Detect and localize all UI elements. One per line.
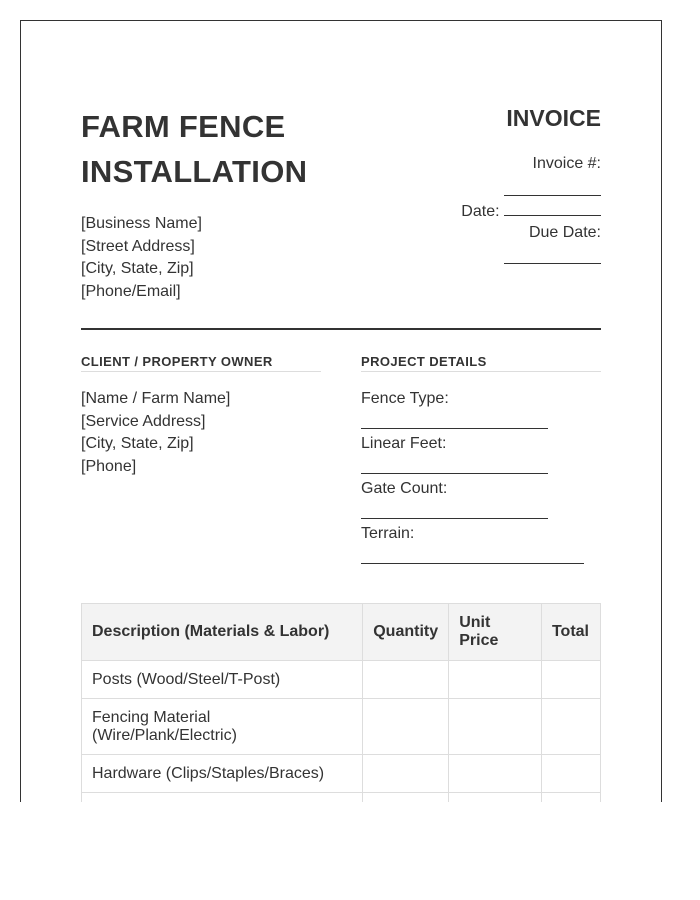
col-header-total: Total [541,604,600,661]
date-row [461,201,601,221]
due-date-label: Due Date: [528,224,601,241]
project-details [361,388,601,568]
document-title [81,104,307,194]
project-section-heading: PROJECT DETAILS [361,354,601,372]
row-quantity[interactable] [363,699,449,755]
client-city: [City, State, Zip] [81,435,194,453]
invoice-page [20,20,662,802]
project-field-gate-count[interactable] [361,478,601,523]
row-description[interactable] [82,793,363,803]
title-line-2: INSTALLATION [81,154,308,189]
terrain-blank [361,563,584,564]
due-date-field[interactable] [504,249,601,269]
title-line-1: FARM FENCE [81,109,286,144]
linear-feet-blank [361,473,548,474]
table-row [82,793,601,803]
project-field-fence-type[interactable] [361,388,601,433]
row-unit-price[interactable] [449,793,542,803]
col-header-quantity: Quantity [363,604,449,661]
col-header-unit-price: Unit Price [449,604,542,661]
client-info [81,388,230,478]
fence-type-blank [361,428,548,429]
row-description[interactable]: Posts (Wood/Steel/T-Post) [82,661,363,699]
date-label: Date: [461,203,500,220]
client-name: [Name / Farm Name] [81,390,231,407]
client-section-heading: CLIENT / PROPERTY OWNER [81,354,321,372]
business-city: [City, State, Zip] [81,260,194,278]
row-unit-price[interactable] [449,661,542,699]
row-total[interactable] [541,699,600,755]
row-total[interactable] [541,755,600,793]
table-row [82,661,601,699]
invoice-number-label: Invoice #: [532,155,601,172]
line-items-table [81,603,601,802]
terrain-label: Terrain: [361,525,415,542]
fence-type-label: Fence Type: [361,390,449,407]
table-row [82,699,601,755]
invoice-heading: INVOICE [506,105,601,131]
client-address: [Service Address] [81,412,206,430]
row-description[interactable]: Fencing Material (Wire/Plank/Electric) [82,699,363,755]
gate-count-label: Gate Count: [361,480,448,497]
row-quantity[interactable] [363,661,449,699]
project-field-linear-feet[interactable] [361,433,601,478]
row-quantity[interactable] [363,793,449,803]
project-field-terrain[interactable] [361,523,601,568]
row-unit-price[interactable] [449,699,542,755]
row-total[interactable] [541,661,600,699]
row-unit-price[interactable] [449,755,542,793]
client-phone: [Phone] [81,457,137,475]
table-row [82,755,601,793]
col-header-description: Description (Materials & Labor) [82,604,363,661]
business-info [81,213,202,303]
row-quantity[interactable] [363,755,449,793]
invoice-number-field[interactable] [504,181,601,201]
header-divider [81,328,601,330]
gate-count-blank [361,518,548,519]
business-contact: [Phone/Email] [81,282,181,300]
linear-feet-label: Linear Feet: [361,435,447,452]
row-description[interactable]: Hardware (Clips/Staples/Braces) [82,755,363,793]
business-street: [Street Address] [81,237,195,255]
table-header-row [82,604,601,661]
business-name: [Business Name] [81,215,202,232]
row-total[interactable] [541,793,600,803]
date-field[interactable] [504,201,601,216]
